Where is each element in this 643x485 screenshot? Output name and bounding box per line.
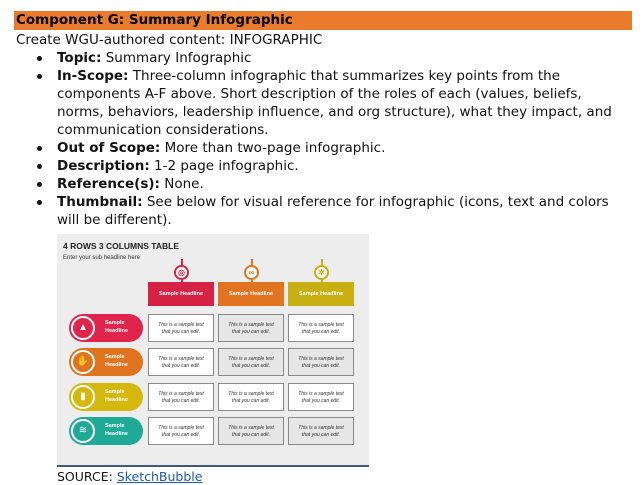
cell-line1: This is a sample text xyxy=(298,322,344,328)
cell-line2: that you can edit. xyxy=(301,398,341,404)
row-label xyxy=(105,389,128,404)
cell-line1: This is a sample text xyxy=(158,391,204,397)
table-cell xyxy=(218,314,284,342)
row-header xyxy=(69,383,143,411)
table-cell xyxy=(218,348,284,376)
column-header: Sample Headline xyxy=(148,282,214,306)
bullet-text: Summary Infographic xyxy=(105,50,252,66)
bullet-text: More than two-page infographic. xyxy=(164,140,386,156)
bullet-icon xyxy=(37,74,42,79)
cell-line2: that you can edit. xyxy=(161,329,201,335)
cell-line2: that you can edit. xyxy=(161,432,201,438)
intro-text: Create WGU-authored content: INFOGRAPHIC xyxy=(16,32,323,48)
bullet-icon xyxy=(37,164,42,169)
bullet-icon xyxy=(37,56,42,61)
cell-line1: This is a sample text xyxy=(298,425,344,431)
cell-line2: that you can edit. xyxy=(161,363,201,369)
row-label xyxy=(105,354,128,369)
table-cell xyxy=(148,348,214,376)
cell-line1: This is a sample text xyxy=(298,356,344,362)
bullet-text: 1-2 page infographic. xyxy=(154,158,299,174)
layers-icon: ≋ xyxy=(71,419,95,443)
section-header: Component G: Summary Infographic xyxy=(14,11,632,30)
cell-line2: that you can edit. xyxy=(231,363,271,369)
row-label-line1: Sample xyxy=(105,423,125,429)
row-label-line2: Headline xyxy=(105,327,128,334)
row-label-line2: Headline xyxy=(105,361,128,368)
bullet-out-of-scope xyxy=(16,139,626,157)
bullet-thumbnail xyxy=(16,193,626,229)
cell-line1: This is a sample text xyxy=(158,356,204,362)
thumbnail-title: 4 ROWS 3 COLUMNS TABLE xyxy=(63,241,180,251)
infographic-thumbnail xyxy=(57,234,369,466)
thumbnail-subtitle: Enter your sub headline here xyxy=(63,255,141,261)
cell-line2: that you can edit. xyxy=(231,398,271,404)
table-cell xyxy=(288,348,354,376)
sketchbubble-link[interactable]: SketchBubble xyxy=(116,469,203,484)
cell-line2: that you can edit. xyxy=(231,329,271,335)
bullet-icon xyxy=(37,182,42,187)
bullet-description xyxy=(16,157,626,175)
cell-line1: This is a sample text xyxy=(158,322,204,328)
graduation-cap-icon: ▲ xyxy=(71,316,95,340)
thumbnail-divider xyxy=(57,465,369,467)
cell-line1: This is a sample text xyxy=(298,391,344,397)
row-label-line1: Sample xyxy=(105,354,125,360)
row-label xyxy=(105,423,128,438)
cell-line2: that you can edit. xyxy=(301,329,341,335)
table-cell xyxy=(148,383,214,411)
hand-icon: ✋ xyxy=(71,350,95,374)
cell-line1: This is a sample text xyxy=(158,425,204,431)
row-label-line2: Headline xyxy=(105,396,128,403)
cell-line1: This is a sample text xyxy=(228,322,274,328)
target-icon: ◎ xyxy=(174,265,189,280)
bullet-text: Three-column infographic that summarizes key points from the components A-F above. Short description of the roles of each (values, beliefs, norms, behaviors, leadership influence, and org structure), what they impact, and communication considerations. xyxy=(57,68,612,138)
bullet-icon xyxy=(37,146,42,151)
table-cell xyxy=(288,383,354,411)
table-cell xyxy=(288,417,354,445)
row-header xyxy=(69,348,143,376)
column-header: Sample Headline xyxy=(218,282,284,306)
row-header xyxy=(69,417,143,445)
column-header: Sample Headline xyxy=(288,282,354,306)
cell-line2: that you can edit. xyxy=(301,363,341,369)
cell-line1: This is a sample text xyxy=(228,356,274,362)
cell-line2: that you can edit. xyxy=(161,398,201,404)
row-label-line1: Sample xyxy=(105,389,125,395)
bullet-label: Topic: xyxy=(57,50,102,66)
bullet-references xyxy=(16,175,626,193)
cell-line1: This is a sample text xyxy=(228,391,274,397)
source-prefix: SOURCE: xyxy=(57,469,117,484)
cell-line1: This is a sample text xyxy=(228,425,274,431)
bullet-label: In-Scope: xyxy=(57,68,129,84)
row-label-line2: Headline xyxy=(105,430,128,437)
row-label-line1: Sample xyxy=(105,320,125,326)
table-cell xyxy=(148,417,214,445)
requirements-list xyxy=(16,49,626,229)
source-line xyxy=(57,469,202,485)
bullet-label: Thumbnail: xyxy=(57,194,143,210)
bullet-label: Out of Scope: xyxy=(57,140,161,156)
bullet-icon xyxy=(37,200,42,205)
bullet-label: Description: xyxy=(57,158,150,174)
bullet-text: None. xyxy=(164,176,204,192)
row-label xyxy=(105,320,128,335)
link-icon: ∞ xyxy=(244,265,259,280)
row-header xyxy=(69,314,143,342)
cell-line2: that you can edit. xyxy=(301,432,341,438)
bullet-in-scope xyxy=(16,67,626,139)
bullet-topic xyxy=(16,49,626,67)
table-cell xyxy=(218,417,284,445)
gear-icon: ✲ xyxy=(314,265,329,280)
book-icon: ▮ xyxy=(71,385,95,409)
bullet-text: See below for visual reference for infographic (icons, text and colors will be different). xyxy=(57,194,609,228)
bullet-label: Reference(s): xyxy=(57,176,160,192)
cell-line2: that you can edit. xyxy=(231,432,271,438)
table-cell xyxy=(288,314,354,342)
table-cell xyxy=(148,314,214,342)
table-cell xyxy=(218,383,284,411)
